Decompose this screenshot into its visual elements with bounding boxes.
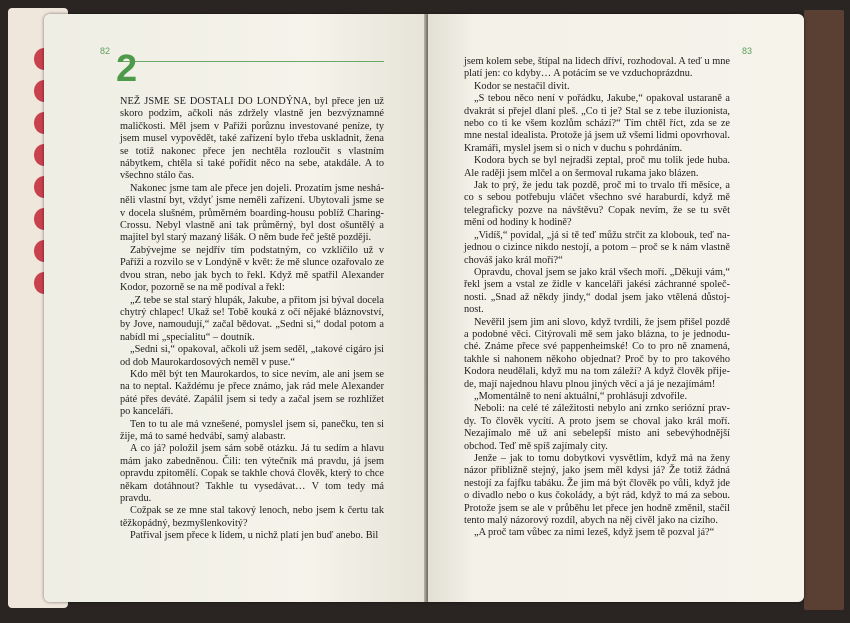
- opening-rest: , byl přece jen už skoro podzim, ačkoli nás zdržely vlastně jen bezvýznamné maličkosti. Měl jsem v Paříži porůznu investované peníze, ty jsem musel vypovědět, také zařízení bylo třeba uskladnit, žena se totiž nakonec přece jen nechtěla rozloučit s vlastním nábytkem, chtěla si také pořídit něco na sebe, atakdále. A to všechno stálo čas.: [120, 96, 384, 182]
- paragraph: „A proč tam vůbec za nimi lezeš, když jsem tě pozval já?“: [474, 527, 715, 539]
- paragraph: Kodor se nestačil divit.: [474, 80, 570, 92]
- paragraph: Kdo měl být ten Maurokardos, to sice nevím, ale ani jsem se na to neptal. Každému je přece známo, jak rád mele Alexander páté přes deváté. Zapálil jsem si tedy a začal jsem se rozhlížet po kanceláři.: [120, 368, 384, 418]
- paragraph: Kodora bych se byl nejradši zeptal, proč mu tolik jede huba. Ale raději jsem mlčel a on šermoval rukama jako blázen.: [464, 155, 730, 179]
- paragraph: Cožpak se ze mne stal takový lenoch, nebo jsem k čertu tak těžkopádný, bezmyšlenkovitý?: [120, 505, 384, 529]
- paragraph: Zabývejme se nejdřív tím podstatným, co vzklíčilo už v Paříži a rozvilo se v Londýně v květ: že mě slunce ozařovalo ze dvou stran, nebo jak bych to řekl. Když mě spatřil Alexander Kodor, pozorně se na mě podíval a řekl:: [120, 244, 384, 294]
- paragraph: Nevěřil jsem jim ani slovo, když tvrdili, že jsem přišel pozdě a podobné věci. Citýrovali mě sem jako blázna, to je jednoduché. Známe přece své pappenheimské! Co to pro ně znamená, takhle si nahonem někoho objednat? Proč by to pro takového Kodora neudělali, když mu na tom záleží? A když člověk přijede, mají najednou hlavu plnou jiných věcí a já je nezajímám!: [464, 316, 730, 390]
- paragraph: „Z tebe se stal starý hlupák, Jakube, a přitom jsi býval docela chytrý chlapec! Ukaž se! Tobě kouká z očí nějaké bláznovství, by Jove, namoudují,“ začal bědovat. „Sedni si,“ dodal potom a nabídl mi „specialitu“ – doutník.: [120, 294, 384, 343]
- chapter-number: 2: [116, 48, 138, 90]
- opening-smallcaps: NEŽ JSME SE DOSTALI DO LONDÝNA: [120, 96, 309, 107]
- paragraph: Patřival jsem přece k lidem, u nichž platí jen buď anebo. Bil: [130, 530, 379, 542]
- page-number-left: 82: [100, 46, 111, 56]
- book-cover-right: [804, 10, 844, 610]
- paragraph: Opravdu, choval jsem se jako král všech moří. „Děkuji vám,“ řekl jsem a vstal ze židle v kanceláři jakési záchranné společnosti. „Snad až někdy jindy,“ dodal jsem jako vtělená důstojnost.: [464, 266, 730, 316]
- paragraph: Jak to prý, že jedu tak pozdě, proč mi to trvalo tři měsíce, a co s sebou potřebuju vláčet všechno své haraburdí, když mě telegraficky pozve na návštěvu? Copak nevím, že se tu svět mění od hodiny k hodině?: [464, 180, 730, 229]
- opening-paragraph: [120, 96, 384, 183]
- paragraph: jsem kolem sebe, štípal na lidech dříví, rozhodoval. A teď u mne platí jen: co kdyby… A potácím se ve vzduchoprázdnu.: [464, 56, 730, 80]
- paragraph: A co já? položil jsem sám sobě otázku. Já tu sedím a hlavu mám jako zabedněnou. Čili: ten výtečník má pravdu, já jsem opravdu zpitomělí. Copak se takhle chová člověk, který to chce někam dotáhnout? Takhle tu vysedávat… V tom tedy má pravdu.: [120, 443, 384, 504]
- paragraph: „Vidíš,“ povídal, „já si tě teď můžu strčit za klobouk, teď najednou o cizince nikdo nestojí, a potom – proč se k nám vlastně chováš jako král moří?“: [464, 229, 730, 266]
- paragraph: „S tebou něco není v pořádku, Jakube,“ opakoval ustaraně a dvakrát si přejel dlaní pleš. „Co ti je? Stal se z tebe iluzionista, nebo co ti ke všem kozlům schází?“ Tím chtěl říct, zda se ze mne nestal idealista. Protože já jsem už všemi lidmi opovrhoval. Kramáři, myslel jsem si o nich v duchu s pohrdáním.: [464, 93, 730, 154]
- left-page: [44, 14, 426, 602]
- paragraph: Neboli: na celé té záležitosti nebylo ani zrnko seriózní pravdy. To člověk vycítí. A proto jsem se choval jako král moří. Nezajímalo mě už ani sebelepší místo ani sebevýhodnější obchod. Teď mě spíš zajímaly city.: [464, 403, 730, 452]
- paragraph: Nakonec jsme tam ale přece jen dojeli. Prozatím jsme nesháněli vlastní byt, vždyť jsme neměli zařízení. Ubytovali jsme se v docela slušném, průměrném boarding-housu poblíž Charing-Crossu. Nebyl vlastně ani tak průměrný, byl dost ošuntělý a majitel byl starý mazaný lišák. O něm bude řeč ještě později.: [120, 182, 384, 244]
- page-number-right: 83: [742, 46, 753, 56]
- paragraph: Jenže – jak to tomu dobytkovi vysvětlím, když má na ženy názor přibližně stejný, jako jsem měl kdysi já? Že totiž žádná nestojí za fajfku tabáku. Že jim má být člověk po vůli, když jde o divadlo nebo o kus čokolády, a být rád, když to má za sebou. Protože jsem se ale v průběhu let přece jen hodně změnil, stačil tento malý názorový rozdíl, abych na něj civěl jako na cizího.: [464, 453, 730, 527]
- right-page-text: [464, 56, 730, 540]
- paragraph: „Momentálně to není aktuální,“ prohlásuji zdvořile.: [474, 390, 688, 402]
- paragraph: „Sedni si,“ opakoval, ačkoli už jsem seděl, „takové cigáro jsi od dob Maurokardosových neměl v puse.“: [120, 344, 384, 368]
- right-page: [428, 14, 804, 602]
- paragraph: Ten to tu ale má vznešené, pomyslel jsem si, panečku, ten si žije, má to samé hedvábí, samý alabastr.: [120, 418, 384, 442]
- left-page-text: [120, 96, 384, 543]
- chapter-rule: [122, 61, 384, 62]
